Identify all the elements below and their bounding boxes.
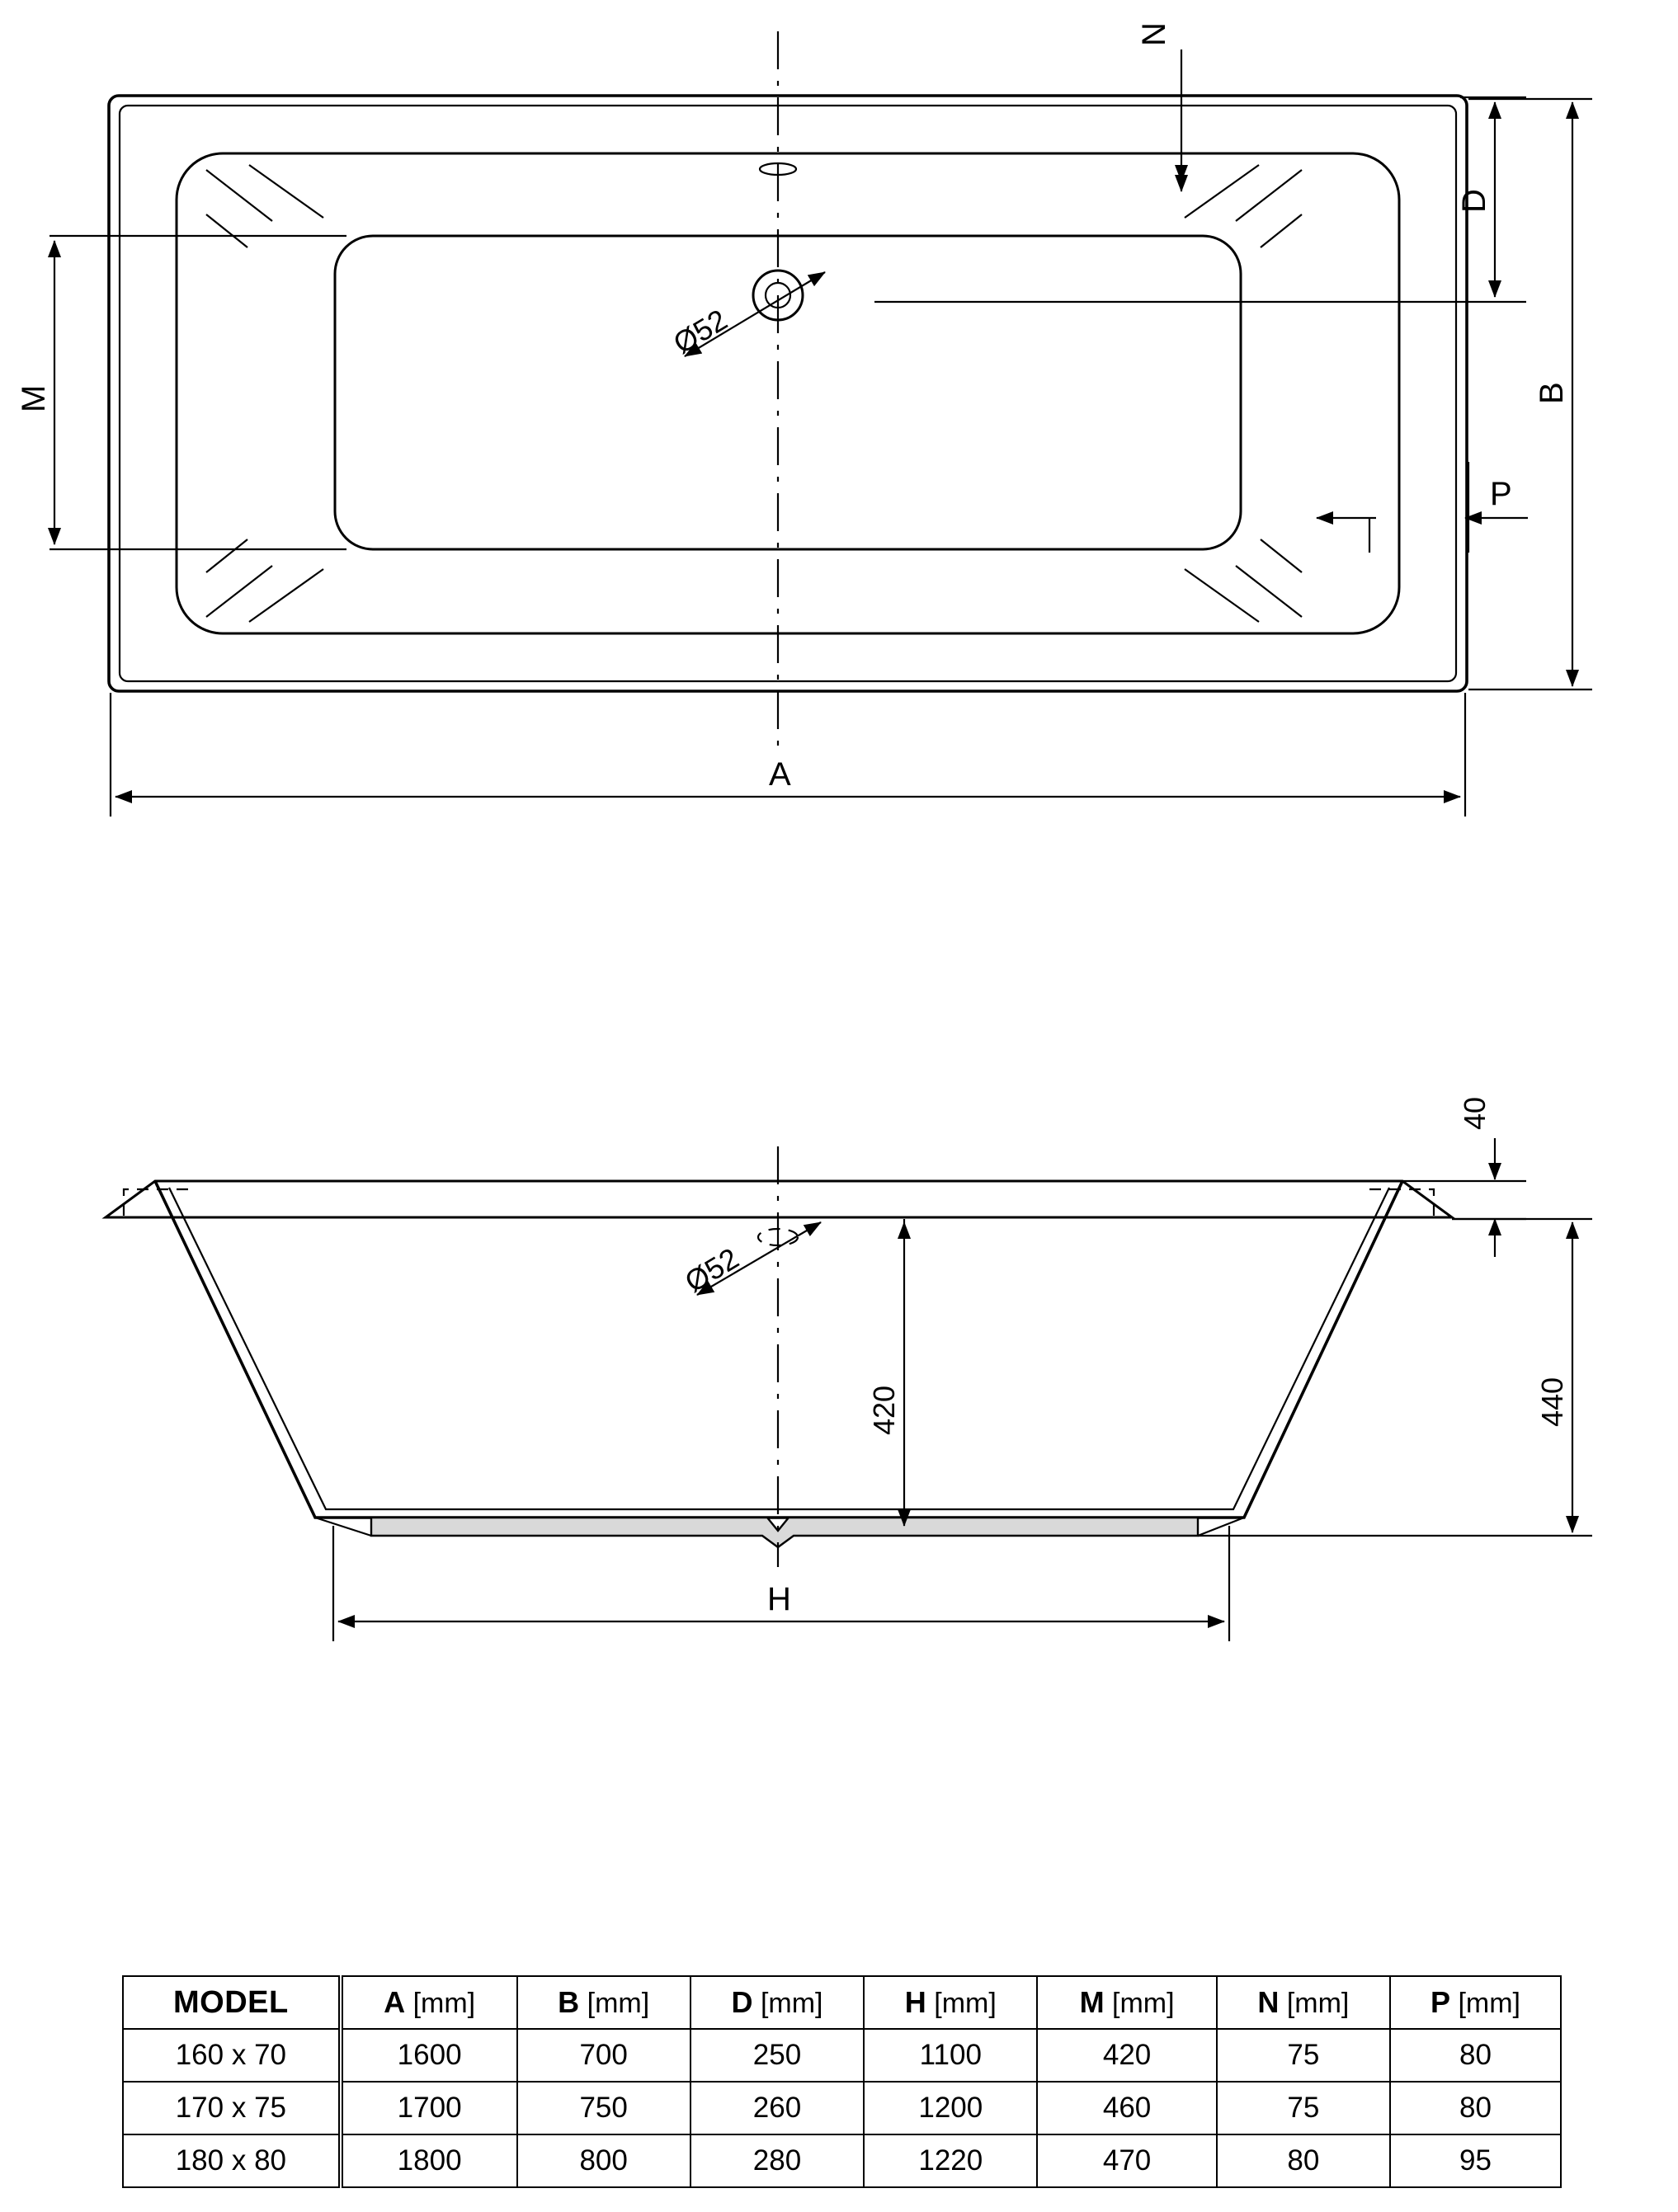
dimension-table — [122, 1975, 1562, 2188]
table-row — [123, 2082, 1561, 2134]
cell-a: 1600 — [341, 2029, 517, 2082]
cell-a: 1800 — [341, 2134, 517, 2187]
cell-p: 80 — [1390, 2029, 1561, 2082]
top-view — [16, 22, 1592, 817]
cell-n: 75 — [1217, 2029, 1390, 2082]
table-header-d-unit: [mm] — [760, 1988, 823, 2019]
cell-h: 1100 — [864, 2029, 1037, 2082]
section-view — [106, 1097, 1592, 1641]
table-header-d-dim: D — [731, 1985, 753, 2019]
table-header-a — [341, 1976, 517, 2029]
cell-b: 750 — [517, 2082, 691, 2134]
table-row — [123, 2029, 1561, 2082]
table-header-n-unit: [mm] — [1286, 1988, 1350, 2019]
cell-model: 160 x 70 — [123, 2029, 341, 2082]
table-header-m-unit: [mm] — [1112, 1988, 1175, 2019]
dim-label-p: P — [1490, 476, 1512, 512]
dim-label-n: N — [1136, 22, 1172, 46]
cell-a: 1700 — [341, 2082, 517, 2134]
cell-d: 280 — [691, 2134, 864, 2187]
table-header-p-dim: P — [1431, 1985, 1451, 2019]
cell-p: 95 — [1390, 2134, 1561, 2187]
table-header-d — [691, 1976, 864, 2029]
dim-label-d: D — [1456, 189, 1492, 213]
dim-label-total-height: 440 — [1535, 1377, 1569, 1427]
dim-label-rim-thickness: 40 — [1458, 1096, 1492, 1130]
dim-label-b: B — [1534, 382, 1570, 404]
table-header-a-unit: [mm] — [412, 1988, 476, 2019]
table-header-model: MODEL — [123, 1976, 341, 2029]
table-header-m — [1037, 1976, 1216, 2029]
table-header-h-unit: [mm] — [934, 1988, 997, 2019]
cell-m: 460 — [1037, 2082, 1216, 2134]
cell-d: 260 — [691, 2082, 864, 2134]
cell-m: 420 — [1037, 2029, 1216, 2082]
cell-model: 170 x 75 — [123, 2082, 341, 2134]
table-header-p-unit: [mm] — [1458, 1988, 1521, 2019]
dim-label-m: M — [16, 384, 52, 412]
table-header-h-dim: H — [904, 1985, 926, 2019]
table-header-n-dim: N — [1257, 1985, 1280, 2019]
table-header-b-dim: B — [558, 1985, 580, 2019]
table-header-h — [864, 1976, 1037, 2029]
cell-b: 700 — [517, 2029, 691, 2082]
cell-model: 180 x 80 — [123, 2134, 341, 2187]
cell-b: 800 — [517, 2134, 691, 2187]
drain-diameter-label-top: Ø52 — [667, 302, 733, 360]
dim-label-h: H — [767, 1581, 791, 1617]
cell-n: 75 — [1217, 2082, 1390, 2134]
cell-h: 1200 — [864, 2082, 1037, 2134]
table-header-m-dim: M — [1079, 1985, 1105, 2019]
table-header-row — [123, 1976, 1561, 2029]
table-header-b-unit: [mm] — [587, 1988, 650, 2019]
cell-d: 250 — [691, 2029, 864, 2082]
table-row — [123, 2134, 1561, 2187]
cell-p: 80 — [1390, 2082, 1561, 2134]
dim-label-water-depth: 420 — [867, 1385, 901, 1435]
table-header-b — [517, 1976, 691, 2029]
cell-n: 80 — [1217, 2134, 1390, 2187]
drain-diameter-label-section: Ø52 — [679, 1240, 745, 1299]
table-header-p — [1390, 1976, 1561, 2029]
cell-m: 470 — [1037, 2134, 1216, 2187]
dim-label-a: A — [769, 756, 791, 793]
table-header-n — [1217, 1976, 1390, 2029]
table-header-a-dim: A — [384, 1985, 406, 2019]
cell-h: 1220 — [864, 2134, 1037, 2187]
